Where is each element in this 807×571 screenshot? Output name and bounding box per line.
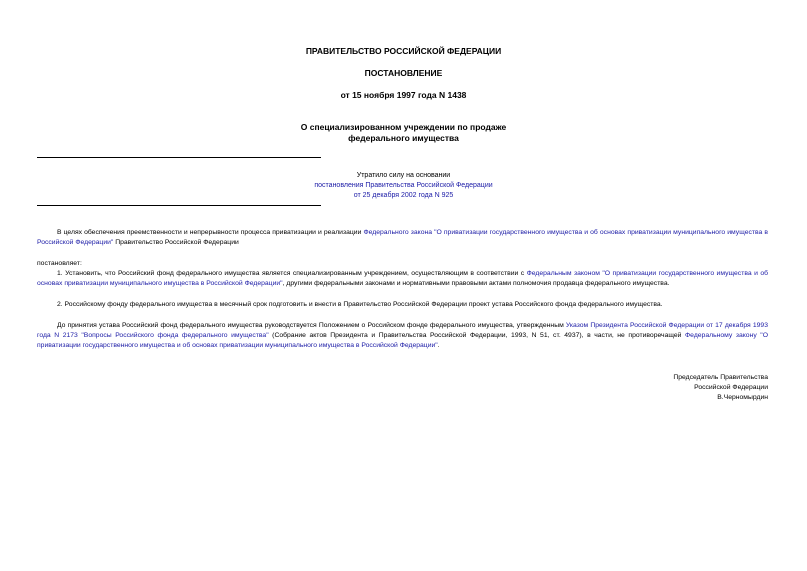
- signature-country: Российской Федерации: [694, 384, 768, 391]
- date-number: от 15 ноября 1997 года N 1438: [340, 90, 467, 100]
- document-title-line-2: федерального имущества: [348, 133, 459, 143]
- paragraph-2: 2. Российскому фонду федерального имущества в месячный срок подготовить и внести в Правительство Российской Федерации проект устава Российского фонда федерального имущества.: [57, 301, 663, 308]
- repeal-decree-link[interactable]: постановления Правительства Российской Федерации: [314, 182, 493, 189]
- federal-law-link-2[interactable]: Федеральным законом "О приватизации государственного имущества и об основах приватизации муниципального имущества в Российской Федерации": [37, 270, 768, 287]
- document-type: ПОСТАНОВЛЕНИЕ: [364, 68, 443, 78]
- paragraph-3: [37, 321, 768, 351]
- signature-name: В.Черномырдин: [717, 394, 768, 401]
- signature-title: Председатель Правительства: [673, 374, 768, 381]
- intro-paragraph: [37, 228, 768, 248]
- federal-law-link[interactable]: Федерального закона "О приватизации государственного имущества и об основах приватизации муниципального имущества в Российской Федерации": [37, 229, 768, 246]
- paragraph-3-mid: (Собрание актов Президента и Правительства Российской Федерации, 1993, N 51, ст. 4937), в части, не противоречащей: [268, 332, 686, 339]
- status-note-link-2[interactable]: [0, 190, 807, 201]
- status-note-line-1: Утратило силу на основании: [356, 172, 451, 179]
- repeal-decree-date-link[interactable]: от 25 декабря 2002 года N 925: [353, 192, 454, 199]
- paragraph-3-post: .: [437, 342, 440, 349]
- federal-law-link-3[interactable]: Федеральному закону "О приватизации государственного имущества и об основах приватизации муниципального имущества в Российской Федерации": [37, 332, 768, 349]
- paragraph-1-pre: 1. Установить, что Российский фонд федерального имущества является специализированным учреждением, осуществляющим в соответствии с: [57, 270, 527, 277]
- divider-bottom: [37, 205, 321, 206]
- decree-word: постановляет:: [37, 260, 82, 267]
- divider-top: [37, 157, 321, 158]
- paragraph-1-post: , другими федеральными законами и нормативными правовыми актами полномочия продавца федерального имущества.: [282, 280, 670, 287]
- presidential-decree-link[interactable]: Указом Президента Российской Федерации от 17 декабря 1993 года N 2173 "Вопросы Российского фонда федерального имущества": [37, 322, 768, 339]
- paragraph-3-pre: До принятия устава Российский фонд федерального имущества руководствуется Положением о Российском фонде федерального имущества, утвержденным: [57, 322, 566, 329]
- intro-text-pre: В целях обеспечения преемственности и непрерывности процесса приватизации и реализации: [57, 229, 364, 236]
- intro-text-post: Правительство Российской Федерации: [113, 239, 239, 246]
- paragraph-1: [37, 269, 768, 289]
- government-heading: ПРАВИТЕЛЬСТВО РОССИЙСКОЙ ФЕДЕРАЦИИ: [305, 46, 502, 56]
- document-title-line-1: О специализированном учреждении по продаже: [300, 122, 507, 132]
